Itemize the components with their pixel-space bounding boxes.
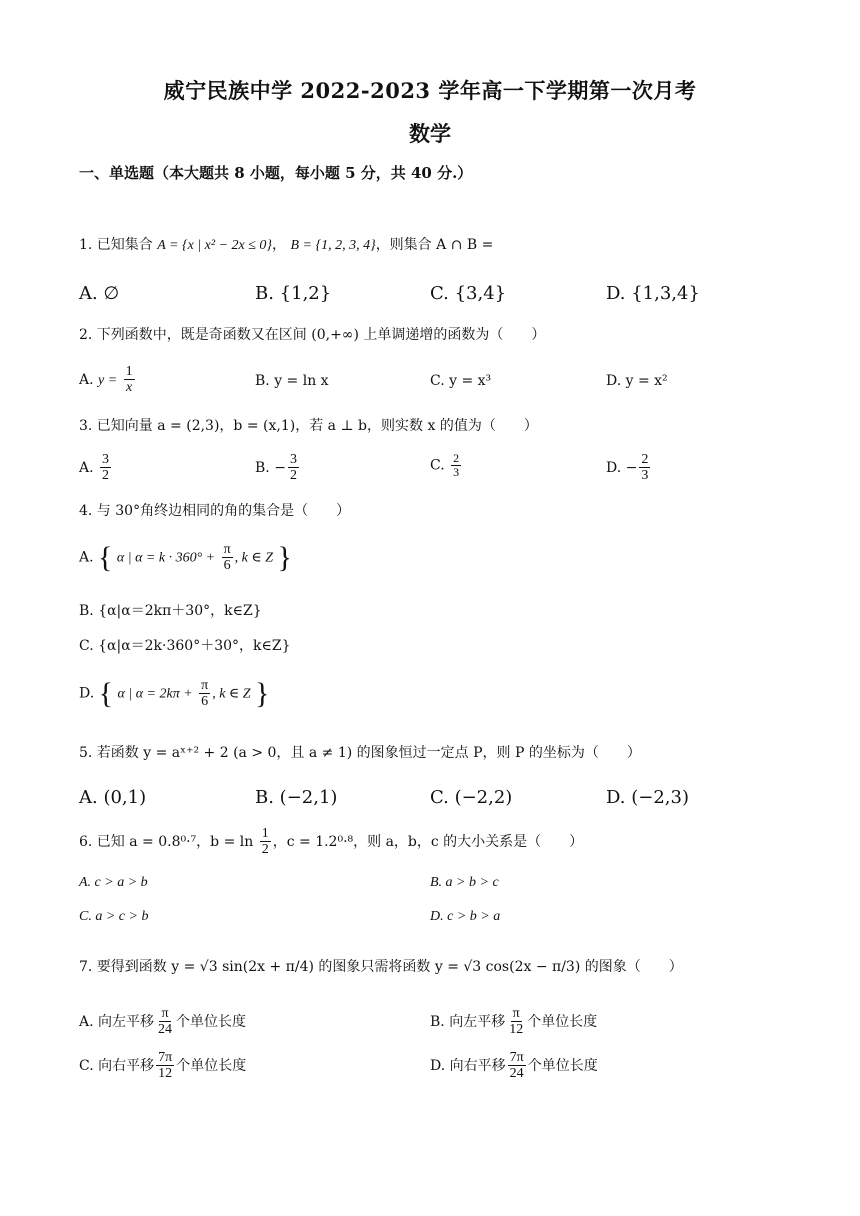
q2-option-d: D. y = x² — [606, 373, 668, 389]
q7-a-den: 24 — [158, 1022, 173, 1038]
q3-option-c — [430, 452, 463, 479]
q1-stem-pre: 1. 已知集合 — [79, 237, 153, 253]
q2-frac-den: x — [126, 380, 133, 396]
q3-option-a-label: A. — [79, 459, 94, 476]
q1-stem-post: ，则集合 A ∩ B = — [375, 237, 494, 253]
q3-option-b — [255, 452, 301, 484]
q7-option-c — [79, 1050, 246, 1082]
q7-d-den: 24 — [509, 1066, 524, 1082]
q2-option-c: C. y = x³ — [430, 373, 492, 389]
q3-d-sign: − — [625, 459, 638, 476]
q7-d-fraction — [508, 1050, 526, 1082]
q6-option-c: C. a > c > b — [79, 909, 149, 924]
q2-option-a-fn: y = — [98, 372, 118, 388]
q1-set-a: A = {x | x² − 2x ≤ 0} — [157, 238, 273, 253]
question-7: 7. 要得到函数 y = √3 sin(2x + π/4) 的图象只需将函数 y = √3 cos(2x − π/3) 的图象（ ） — [79, 959, 683, 975]
q4-option-c: C. {α|α＝2k·360°＋30°，k∈Z} — [79, 638, 291, 654]
q6-option-d: D. c > b > a — [430, 909, 501, 924]
q1-separator: ， — [272, 237, 287, 253]
q4-option-a-label: A. — [79, 549, 94, 566]
q7-b-fraction — [507, 1006, 525, 1038]
q3-b-num: 3 — [289, 452, 297, 467]
q3-d-fraction — [639, 452, 650, 484]
q1-option-b: B. {1,2} — [255, 283, 332, 304]
q1-set-b: B = {1, 2, 3, 4} — [290, 238, 376, 253]
q4-option-a — [79, 538, 292, 577]
q4-a-num: π — [223, 541, 231, 557]
q7-option-b — [430, 1006, 597, 1038]
q4-d-num: π — [201, 677, 209, 693]
q7-a-pre: A. 向左平移 — [79, 1013, 155, 1030]
q7-b-post: 个单位长度 — [527, 1013, 598, 1030]
q4-d-den: 6 — [201, 694, 209, 709]
right-brace-icon: } — [277, 541, 292, 574]
q6-fraction — [260, 826, 271, 858]
question-5: 5. 若函数 y = aˣ⁺² + 2 (a > 0，且 a ≠ 1) 的图象恒过一定点 P，则 P 的坐标为（ ） — [79, 745, 641, 761]
q6-option-b: B. a > b > c — [430, 875, 499, 890]
q7-c-num: 7π — [158, 1050, 173, 1065]
q2-frac-num: 1 — [125, 364, 133, 379]
q1-option-a: A. ∅ — [79, 283, 120, 304]
q4-option-d-label: D. — [79, 685, 95, 702]
q2-option-a-fraction — [124, 364, 135, 396]
q2-option-a — [79, 364, 137, 396]
q4-option-d — [79, 674, 269, 713]
question-1 — [79, 236, 493, 255]
q3-b-fraction — [288, 452, 299, 484]
q7-c-fraction — [156, 1050, 174, 1082]
q7-b-pre: B. 向左平移 — [430, 1013, 506, 1030]
q4-a-fraction — [222, 542, 233, 574]
q7-d-num: 7π — [509, 1050, 524, 1065]
right-brace-icon: } — [255, 677, 270, 710]
q7-c-pre: C. 向右平移 — [79, 1057, 155, 1074]
q3-c-num: 2 — [453, 451, 460, 465]
q3-c-fraction — [451, 452, 461, 479]
q4-d-post: , k ∈ Z — [212, 686, 251, 702]
q1-option-c: C. {3,4} — [430, 283, 507, 304]
q7-a-num: π — [161, 1006, 169, 1021]
q4-d-expr: α | α = 2kπ + — [117, 686, 193, 702]
q7-c-post: 个单位长度 — [176, 1057, 247, 1074]
exam-title: 威宁民族中学 2022-2023 学年高一下学期第一次月考 — [163, 78, 697, 103]
q2-option-a-label: A. — [79, 371, 94, 388]
q5-option-d: D. (−2,3) — [606, 787, 689, 808]
left-brace-icon: { — [98, 541, 113, 574]
q3-option-a — [79, 452, 113, 484]
q6-option-a: A. c > a > b — [79, 875, 148, 890]
q7-option-d — [430, 1050, 598, 1082]
q5-option-a: A. (0,1) — [79, 787, 147, 808]
q7-d-pre: D. 向右平移 — [430, 1057, 506, 1074]
q6-stem-pre: 6. 已知 a = 0.8⁰·⁷，b = ln — [79, 833, 254, 850]
q1-option-d: D. {1,3,4} — [606, 283, 700, 304]
q6-den: 2 — [261, 842, 269, 858]
q7-option-a — [79, 1006, 246, 1038]
q4-a-post: , k ∈ Z — [234, 550, 274, 566]
q7-a-fraction — [156, 1006, 174, 1038]
q3-b-den: 2 — [289, 468, 297, 484]
q3-b-sign: − — [274, 459, 286, 476]
q5-option-b: B. (−2,1) — [255, 787, 338, 808]
q7-d-post: 个单位长度 — [527, 1057, 598, 1074]
q3-d-den: 3 — [641, 468, 649, 484]
q3-option-d — [606, 452, 652, 484]
q7-a-post: 个单位长度 — [176, 1013, 247, 1030]
section-heading: 一、单选题（本大题共 8 小题，每小题 5 分，共 40 分.） — [79, 164, 473, 182]
q4-option-b: B. {α|α＝2kπ＋30°，k∈Z} — [79, 603, 262, 619]
subject-title: 数学 — [409, 121, 451, 146]
q5-option-c: C. (−2,2) — [430, 787, 513, 808]
q3-d-num: 2 — [641, 452, 649, 467]
q3-c-den: 3 — [453, 465, 460, 480]
q6-stem-post: ，c = 1.2⁰·⁸，则 a，b，c 的大小关系是（ ） — [272, 833, 584, 850]
q4-a-den: 6 — [223, 558, 231, 573]
question-2: 2. 下列函数中，既是奇函数又在区间 (0,+∞) 上单调递增的函数为（ ） — [79, 327, 546, 343]
q4-d-fraction — [199, 678, 210, 710]
left-brace-icon: { — [98, 677, 114, 710]
question-3: 3. 已知向量 a = (2,3)，b = (x,1)，若 a ⊥ b，则实数 x 的值为（ ） — [79, 418, 538, 434]
question-6 — [79, 826, 583, 858]
question-4: 4. 与 30°角终边相同的角的集合是（ ） — [79, 503, 351, 519]
q3-a-fraction — [100, 452, 111, 484]
q6-num: 1 — [261, 826, 269, 841]
q3-option-b-label: B. — [255, 459, 270, 476]
q7-c-den: 12 — [158, 1066, 173, 1082]
q3-a-num: 3 — [102, 452, 110, 467]
q7-b-num: π — [512, 1006, 520, 1021]
q3-option-d-label: D. — [606, 459, 622, 476]
q2-option-b: B. y = ln x — [255, 373, 329, 389]
q3-option-c-label: C. — [430, 457, 445, 474]
q4-a-expr: α | α = k · 360° + — [116, 550, 216, 566]
q7-b-den: 12 — [509, 1022, 524, 1038]
q3-a-den: 2 — [102, 468, 110, 484]
